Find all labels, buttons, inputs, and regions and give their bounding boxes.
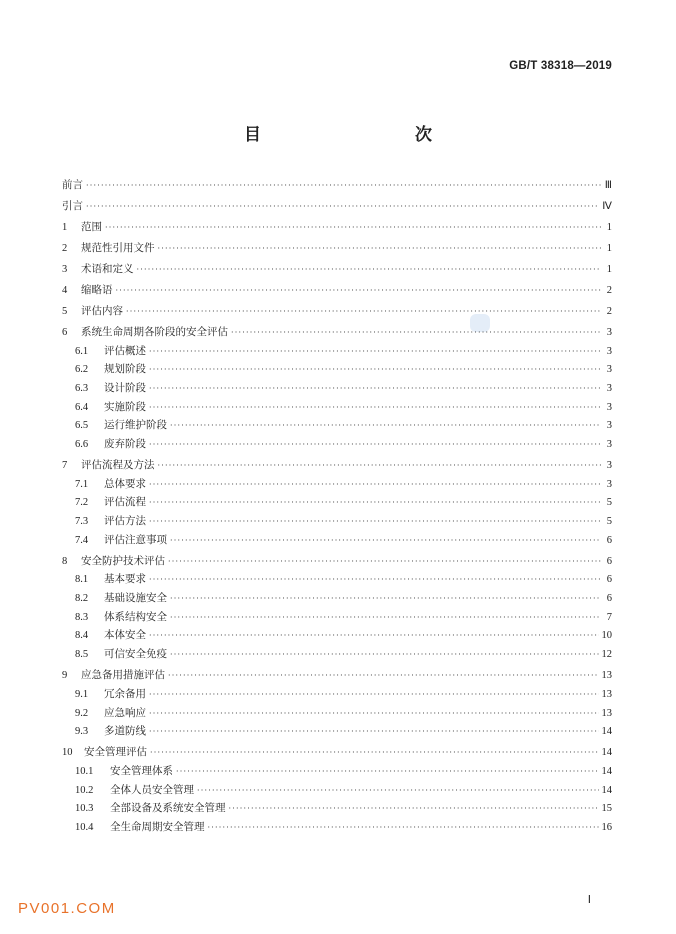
toc-entry[interactable] [62, 176, 612, 195]
toc-leader-dots [170, 532, 601, 551]
toc-entry-title: 体系结构安全 [104, 610, 167, 623]
toc-entry-page: 3 [606, 439, 612, 451]
toc-entry-page: Ⅳ [602, 200, 612, 212]
toc-leader-dots [149, 361, 601, 380]
toc-entry-page: 3 [606, 364, 612, 376]
toc-leader-dots [158, 457, 602, 476]
toc-entry-title: 术语和定义 [81, 262, 134, 275]
toc-entry-title: 缩略语 [81, 283, 113, 296]
toc-entry-title: 安全管理体系 [110, 764, 173, 777]
toc-entry[interactable] [62, 799, 612, 818]
toc-entry-number: 8.3 [75, 611, 89, 623]
toc-entry-title: 评估方法 [104, 515, 146, 528]
toc-entry-number: 6.3 [75, 382, 89, 394]
toc-entry-number: 6.5 [75, 420, 89, 432]
toc-leader-dots [149, 343, 601, 362]
toc-entry-number: 10.4 [75, 821, 94, 833]
toc-entry-page: 3 [606, 460, 612, 471]
toc-leader-dots [170, 590, 601, 609]
toc-entry[interactable] [62, 589, 612, 608]
toc-leader-dots [176, 763, 599, 782]
toc-entry[interactable] [62, 762, 612, 781]
toc-leader-dots [137, 261, 602, 280]
toc-entry-title: 引言 [62, 199, 83, 212]
toc-entry[interactable] [62, 608, 612, 627]
toc-entry-page: 12 [601, 649, 612, 661]
toc-entry[interactable] [62, 416, 612, 435]
toc-entry[interactable] [62, 379, 612, 398]
toc-entry-number: 6.1 [75, 345, 89, 357]
toc-leader-dots [149, 436, 601, 455]
toc-entry[interactable] [62, 722, 612, 741]
toc-entry-number: 7.3 [75, 516, 89, 528]
toc-entry-page: 6 [606, 593, 612, 605]
toc-entry[interactable] [62, 456, 612, 475]
toc-entry-page: 16 [601, 821, 612, 833]
toc-entry-page: 3 [606, 478, 612, 490]
toc-entry-page: 3 [606, 326, 612, 338]
toc-entry-title: 全体人员安全管理 [110, 783, 194, 796]
toc-entry-title: 规划阶段 [104, 363, 146, 376]
toc-leader-dots [149, 494, 601, 513]
toc-entry-page: 13 [601, 707, 612, 719]
toc-entry-title: 应急备用措施评估 [81, 669, 165, 682]
toc-entry[interactable] [62, 435, 612, 454]
toc-leader-dots [86, 198, 599, 217]
toc-entry-number: 9 [62, 670, 68, 682]
toc-entry-number: 10.2 [75, 784, 94, 796]
toc-entry-title: 评估概述 [104, 344, 146, 357]
toc-entry-number: 10 [62, 747, 73, 759]
toc-leader-dots [149, 627, 599, 646]
toc-entry-number: 9.1 [75, 688, 89, 700]
toc-entry[interactable] [62, 645, 612, 664]
toc-entry-title: 范围 [81, 220, 102, 233]
toc-entry-number: 6.2 [75, 364, 89, 376]
toc-entry-number: 7 [62, 460, 68, 471]
toc-entry[interactable] [62, 281, 612, 300]
toc-leader-dots [149, 399, 601, 418]
toc-entry-number: 3 [62, 263, 68, 275]
toc-entry-title: 评估流程及方法 [81, 459, 155, 471]
toc-entry-title: 可信安全免疫 [104, 648, 167, 661]
toc-entry-page: 14 [601, 726, 612, 738]
toc-entry-page: 6 [606, 555, 612, 567]
toc-entry-number: 10.1 [75, 765, 94, 777]
toc-entry-page: 6 [606, 534, 612, 546]
toc-entry-page: 13 [601, 670, 612, 682]
toc-entry-title: 规范性引用文件 [81, 241, 155, 254]
toc-entry-title: 全生命周期安全管理 [110, 820, 205, 833]
toc-leader-dots [105, 219, 601, 238]
toc-leader-dots [231, 324, 601, 343]
toc-entry[interactable] [62, 552, 612, 571]
toc-entry-page: 1 [606, 263, 612, 275]
toc-entry-page: 10 [601, 630, 612, 642]
toc-leader-dots [197, 782, 599, 801]
toc-leader-dots [149, 380, 601, 399]
standard-code: GB/T 38318—2019 [509, 60, 612, 72]
toc-entry-page: 3 [606, 382, 612, 394]
toc-entry-page: 14 [601, 765, 612, 777]
toc-entry-title: 多道防线 [104, 725, 146, 738]
toc-entry-title: 冗余备用 [104, 687, 146, 700]
toc-entry-page: 6 [606, 574, 612, 586]
toc-leader-dots [149, 705, 599, 724]
toc-leader-dots [149, 476, 601, 495]
toc-leader-dots [229, 800, 599, 819]
toc-entry-title: 基本要求 [104, 573, 146, 586]
toc-entry-page: 3 [606, 345, 612, 357]
toc-entry-title: 评估注意事项 [104, 533, 167, 546]
toc-entry-page: 7 [606, 611, 612, 623]
toc-entry-number: 8.1 [75, 574, 89, 586]
toc-entry-title: 本体安全 [104, 629, 146, 642]
toc-entry-page: Ⅲ [604, 180, 612, 191]
toc-entry-title: 系统生命周期各阶段的安全评估 [81, 325, 228, 338]
toc-entry-title: 废弃阶段 [104, 438, 146, 451]
toc-entry-number: 5 [62, 305, 68, 317]
toc-entry-number: 7.1 [75, 478, 89, 490]
toc-leader-dots [149, 571, 601, 590]
toc-leader-dots [170, 417, 601, 436]
toc-entry-title: 基础设施安全 [104, 592, 167, 605]
toc-entry-number: 8 [62, 555, 68, 567]
toc-leader-dots [168, 667, 599, 686]
toc-entry-number: 8.2 [75, 593, 89, 605]
toc-entry[interactable] [62, 218, 612, 237]
toc-entry-page: 15 [601, 803, 612, 815]
toc-leader-dots [168, 553, 601, 572]
toc-entry-number: 2 [62, 242, 68, 254]
toc-entry[interactable] [62, 239, 612, 258]
toc-leader-dots [150, 744, 599, 763]
toc-entry-number: 1 [62, 221, 68, 233]
toc-list [62, 176, 612, 837]
toc-entry[interactable] [62, 493, 612, 512]
toc-entry-title: 评估流程 [104, 496, 146, 509]
page-title: 目 次 [244, 125, 472, 145]
toc-leader-dots [170, 609, 601, 628]
toc-entry[interactable] [62, 685, 612, 704]
toc-leader-dots [126, 303, 601, 322]
toc-entry-number: 6.6 [75, 439, 89, 451]
toc-entry-page: 13 [601, 688, 612, 700]
toc-leader-dots [149, 513, 601, 532]
toc-entry[interactable] [62, 398, 612, 417]
toc-entry-title: 前言 [62, 179, 83, 191]
toc-leader-dots [149, 686, 599, 705]
toc-entry-number: 8.4 [75, 630, 89, 642]
toc-entry[interactable] [62, 512, 612, 531]
toc-entry-page: 14 [601, 784, 612, 796]
toc-entry-page: 1 [606, 242, 612, 254]
toc-entry-page: 2 [606, 305, 612, 317]
toc-entry[interactable] [62, 531, 612, 550]
toc-entry-page: 5 [606, 516, 612, 528]
site-watermark: PV001.COM [18, 900, 116, 917]
toc-entry-number: 9.2 [75, 707, 89, 719]
toc-entry-number: 4 [62, 284, 68, 296]
toc-entry[interactable] [62, 260, 612, 279]
toc-entry-number: 10.3 [75, 803, 94, 815]
toc-entry[interactable] [62, 704, 612, 723]
toc-entry[interactable] [62, 197, 612, 216]
toc-leader-dots [86, 177, 601, 196]
toc-entry[interactable] [62, 818, 612, 837]
toc-entry-number: 7.2 [75, 497, 89, 509]
toc-entry-title: 安全管理评估 [84, 746, 147, 759]
toc-leader-dots [208, 819, 599, 838]
toc-entry-number: 7.4 [75, 534, 89, 546]
toc-entry-title: 安全防护技术评估 [81, 554, 165, 567]
toc-entry[interactable] [62, 475, 612, 494]
toc-entry[interactable] [62, 570, 612, 589]
toc-entry-page: 5 [606, 497, 612, 509]
toc-entry[interactable] [62, 743, 612, 762]
toc-entry-title: 运行维护阶段 [104, 419, 167, 432]
toc-entry-number: 6 [62, 326, 68, 338]
toc-entry-title: 评估内容 [81, 304, 123, 317]
toc-leader-dots [158, 240, 602, 259]
toc-entry[interactable] [62, 302, 612, 321]
toc-entry-number: 9.3 [75, 726, 89, 738]
toc-entry[interactable] [62, 626, 612, 645]
toc-entry-page: 1 [606, 221, 612, 233]
toc-entry[interactable] [62, 666, 612, 685]
toc-entry[interactable] [62, 360, 612, 379]
toc-entry-title: 全部设备及系统安全管理 [110, 802, 226, 815]
toc-entry-page: 3 [606, 401, 612, 413]
toc-entry-number: 8.5 [75, 649, 89, 661]
toc-entry-page: 14 [601, 747, 612, 759]
toc-entry-title: 设计阶段 [104, 381, 146, 394]
toc-entry-title: 实施阶段 [104, 400, 146, 413]
toc-entry-page: 3 [606, 420, 612, 432]
page-number: Ⅰ [587, 894, 591, 906]
toc-leader-dots [116, 282, 602, 301]
toc-leader-dots [170, 646, 599, 665]
toc-entry[interactable] [62, 323, 612, 342]
toc-entry-title: 总体要求 [104, 477, 146, 490]
toc-entry-page: 2 [606, 284, 612, 296]
toc-entry[interactable] [62, 342, 612, 361]
toc-entry-number: 6.4 [75, 401, 89, 413]
toc-leader-dots [149, 723, 599, 742]
toc-entry[interactable] [62, 781, 612, 800]
toc-entry-title: 应急响应 [104, 706, 146, 719]
